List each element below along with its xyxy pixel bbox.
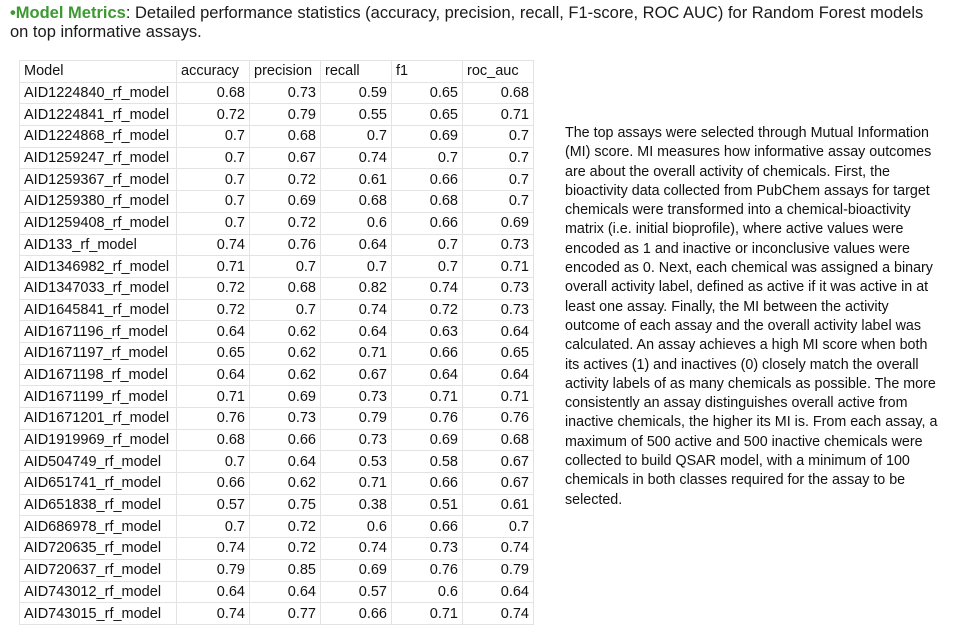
- f1-cell: 0.58: [392, 451, 463, 473]
- table-body: [20, 82, 534, 624]
- accuracy-cell: 0.7: [177, 516, 250, 538]
- recall-cell: 0.66: [321, 603, 392, 625]
- f1-cell: 0.74: [392, 277, 463, 299]
- roc-auc-cell: 0.7: [463, 126, 534, 148]
- model-cell: AID720637_rf_model: [20, 559, 177, 581]
- accuracy-cell: 0.64: [177, 364, 250, 386]
- recall-cell: 0.38: [321, 494, 392, 516]
- f1-cell: 0.71: [392, 386, 463, 408]
- recall-cell: 0.74: [321, 299, 392, 321]
- table-row: [20, 364, 534, 386]
- table-row: [20, 212, 534, 234]
- accuracy-cell: 0.65: [177, 342, 250, 364]
- accuracy-cell: 0.7: [177, 126, 250, 148]
- model-metrics-table: [19, 60, 534, 625]
- model-cell: AID1671197_rf_model: [20, 342, 177, 364]
- precision-cell: 0.76: [250, 234, 321, 256]
- recall-cell: 0.7: [321, 126, 392, 148]
- recall-cell: 0.61: [321, 169, 392, 191]
- model-cell: AID1671201_rf_model: [20, 408, 177, 430]
- table-row: [20, 559, 534, 581]
- roc-auc-cell: 0.67: [463, 473, 534, 495]
- precision-cell: 0.79: [250, 104, 321, 126]
- roc-auc-cell: 0.71: [463, 256, 534, 278]
- model-cell: AID651838_rf_model: [20, 494, 177, 516]
- recall-cell: 0.79: [321, 408, 392, 430]
- roc-auc-cell: 0.67: [463, 451, 534, 473]
- roc-auc-cell: 0.64: [463, 581, 534, 603]
- roc-auc-cell: 0.7: [463, 191, 534, 213]
- model-cell: AID133_rf_model: [20, 234, 177, 256]
- precision-cell: 0.85: [250, 559, 321, 581]
- roc-auc-cell: 0.68: [463, 429, 534, 451]
- recall-cell: 0.73: [321, 429, 392, 451]
- recall-cell: 0.68: [321, 191, 392, 213]
- f1-cell: 0.68: [392, 191, 463, 213]
- model-cell: AID1347033_rf_model: [20, 277, 177, 299]
- accuracy-cell: 0.64: [177, 581, 250, 603]
- table-row: [20, 538, 534, 560]
- precision-cell: 0.68: [250, 277, 321, 299]
- model-cell: AID1259247_rf_model: [20, 147, 177, 169]
- table-row: [20, 191, 534, 213]
- f1-cell: 0.66: [392, 516, 463, 538]
- recall-cell: 0.6: [321, 516, 392, 538]
- f1-cell: 0.66: [392, 169, 463, 191]
- model-cell: AID1259367_rf_model: [20, 169, 177, 191]
- roc-auc-cell: 0.7: [463, 169, 534, 191]
- precision-cell: 0.62: [250, 342, 321, 364]
- heading-bullet: •: [10, 4, 16, 22]
- precision-cell: 0.66: [250, 429, 321, 451]
- f1-cell: 0.65: [392, 104, 463, 126]
- roc-auc-cell: 0.73: [463, 299, 534, 321]
- f1-cell: 0.65: [392, 82, 463, 104]
- recall-cell: 0.7: [321, 256, 392, 278]
- f1-cell: 0.6: [392, 581, 463, 603]
- table-row: [20, 82, 534, 104]
- accuracy-cell: 0.76: [177, 408, 250, 430]
- table-row: [20, 386, 534, 408]
- accuracy-cell: 0.71: [177, 386, 250, 408]
- model-cell: AID720635_rf_model: [20, 538, 177, 560]
- model-cell: AID1671196_rf_model: [20, 321, 177, 343]
- table-row: [20, 104, 534, 126]
- accuracy-cell: 0.72: [177, 277, 250, 299]
- f1-cell: 0.69: [392, 429, 463, 451]
- precision-cell: 0.69: [250, 386, 321, 408]
- accuracy-cell: 0.7: [177, 212, 250, 234]
- recall-cell: 0.82: [321, 277, 392, 299]
- assay-selection-notes: The top assays were selected through Mutual Information (MI) score. MI measures how informative assay outcomes are about the overall activity of chemicals. First, the bioactivity data collected from PubChem assays for target chemicals were transformed into a chemical-bioactivity matrix (i.e. initial bioprofile), where active values were encoded as 1 and inactive or inconclusive values were encoded as 0. Next, each chemical was assigned a binary overall activity label, defined as active if it was active in at least one assay. Finally, the MI between the activity outcome of each assay and the overall activity label was calculated. An assay achieves a high MI score when both its actives (1) and inactives (0) closely match the overall activity labels of as many chemicals as possible. The more consistently an assay distinguishes overall active from inactive chemicals, the higher its MI is. From each assay, a maximum of 500 active and 500 inactive chemicals were collected to build QSAR model, with a minimum of 100 chemicals in both classes required for the assay to be selected.: [565, 125, 938, 508]
- table-header-row: [20, 61, 534, 83]
- accuracy-cell: 0.74: [177, 234, 250, 256]
- f1-cell: 0.63: [392, 321, 463, 343]
- table-row: [20, 494, 534, 516]
- table-row: [20, 126, 534, 148]
- precision-cell: 0.62: [250, 321, 321, 343]
- table-row: [20, 147, 534, 169]
- accuracy-cell: 0.72: [177, 299, 250, 321]
- recall-cell: 0.6: [321, 212, 392, 234]
- table-row: [20, 408, 534, 430]
- f1-cell: 0.72: [392, 299, 463, 321]
- recall-cell: 0.74: [321, 147, 392, 169]
- precision-cell: 0.64: [250, 451, 321, 473]
- table-row: [20, 342, 534, 364]
- f1-cell: 0.71: [392, 603, 463, 625]
- precision-cell: 0.72: [250, 538, 321, 560]
- accuracy-cell: 0.74: [177, 603, 250, 625]
- model-cell: AID1259380_rf_model: [20, 191, 177, 213]
- roc-auc-cell: 0.79: [463, 559, 534, 581]
- model-cell: AID1224841_rf_model: [20, 104, 177, 126]
- roc-auc-cell: 0.73: [463, 277, 534, 299]
- recall-cell: 0.59: [321, 82, 392, 104]
- accuracy-cell: 0.72: [177, 104, 250, 126]
- f1-cell: 0.7: [392, 256, 463, 278]
- precision-cell: 0.75: [250, 494, 321, 516]
- column-header-roc-auc: roc_auc: [463, 61, 534, 83]
- model-cell: AID1224840_rf_model: [20, 82, 177, 104]
- precision-cell: 0.72: [250, 516, 321, 538]
- table-row: [20, 516, 534, 538]
- accuracy-cell: 0.66: [177, 473, 250, 495]
- precision-cell: 0.77: [250, 603, 321, 625]
- model-cell: AID743015_rf_model: [20, 603, 177, 625]
- f1-cell: 0.51: [392, 494, 463, 516]
- precision-cell: 0.73: [250, 408, 321, 430]
- column-header-precision: precision: [250, 61, 321, 83]
- roc-auc-cell: 0.7: [463, 147, 534, 169]
- table-row: [20, 429, 534, 451]
- roc-auc-cell: 0.64: [463, 321, 534, 343]
- f1-cell: 0.66: [392, 342, 463, 364]
- model-cell: AID1671198_rf_model: [20, 364, 177, 386]
- precision-cell: 0.67: [250, 147, 321, 169]
- recall-cell: 0.55: [321, 104, 392, 126]
- precision-cell: 0.62: [250, 364, 321, 386]
- recall-cell: 0.71: [321, 342, 392, 364]
- recall-cell: 0.74: [321, 538, 392, 560]
- accuracy-cell: 0.71: [177, 256, 250, 278]
- precision-cell: 0.68: [250, 126, 321, 148]
- model-cell: AID1346982_rf_model: [20, 256, 177, 278]
- model-cell: AID1671199_rf_model: [20, 386, 177, 408]
- roc-auc-cell: 0.68: [463, 82, 534, 104]
- table-row: [20, 277, 534, 299]
- table-row: [20, 169, 534, 191]
- precision-cell: 0.72: [250, 169, 321, 191]
- f1-cell: 0.69: [392, 126, 463, 148]
- f1-cell: 0.7: [392, 234, 463, 256]
- roc-auc-cell: 0.73: [463, 234, 534, 256]
- f1-cell: 0.73: [392, 538, 463, 560]
- accuracy-cell: 0.68: [177, 82, 250, 104]
- column-header-f1: f1: [392, 61, 463, 83]
- roc-auc-cell: 0.64: [463, 364, 534, 386]
- precision-cell: 0.73: [250, 82, 321, 104]
- recall-cell: 0.73: [321, 386, 392, 408]
- model-cell: AID1919969_rf_model: [20, 429, 177, 451]
- table-row: [20, 299, 534, 321]
- model-cell: AID743012_rf_model: [20, 581, 177, 603]
- accuracy-cell: 0.79: [177, 559, 250, 581]
- accuracy-cell: 0.7: [177, 191, 250, 213]
- roc-auc-cell: 0.76: [463, 408, 534, 430]
- heading-lead: Model Metrics: [15, 4, 126, 22]
- recall-cell: 0.64: [321, 234, 392, 256]
- precision-cell: 0.62: [250, 473, 321, 495]
- recall-cell: 0.57: [321, 581, 392, 603]
- table-row: [20, 321, 534, 343]
- roc-auc-cell: 0.71: [463, 386, 534, 408]
- accuracy-cell: 0.57: [177, 494, 250, 516]
- table-row: [20, 603, 534, 625]
- model-cell: AID1259408_rf_model: [20, 212, 177, 234]
- recall-cell: 0.71: [321, 473, 392, 495]
- roc-auc-cell: 0.69: [463, 212, 534, 234]
- precision-cell: 0.7: [250, 256, 321, 278]
- column-header-accuracy: accuracy: [177, 61, 250, 83]
- table-row: [20, 473, 534, 495]
- precision-cell: 0.64: [250, 581, 321, 603]
- recall-cell: 0.67: [321, 364, 392, 386]
- accuracy-cell: 0.7: [177, 451, 250, 473]
- roc-auc-cell: 0.7: [463, 516, 534, 538]
- model-cell: AID651741_rf_model: [20, 473, 177, 495]
- model-cell: AID1645841_rf_model: [20, 299, 177, 321]
- f1-cell: 0.66: [392, 212, 463, 234]
- roc-auc-cell: 0.71: [463, 104, 534, 126]
- precision-cell: 0.72: [250, 212, 321, 234]
- model-cell: AID1224868_rf_model: [20, 126, 177, 148]
- roc-auc-cell: 0.74: [463, 538, 534, 560]
- precision-cell: 0.7: [250, 299, 321, 321]
- f1-cell: 0.66: [392, 473, 463, 495]
- recall-cell: 0.69: [321, 559, 392, 581]
- f1-cell: 0.76: [392, 408, 463, 430]
- f1-cell: 0.76: [392, 559, 463, 581]
- slide-heading: [10, 4, 945, 42]
- column-header-model: Model: [20, 61, 177, 83]
- precision-cell: 0.69: [250, 191, 321, 213]
- f1-cell: 0.7: [392, 147, 463, 169]
- table-row: [20, 256, 534, 278]
- recall-cell: 0.64: [321, 321, 392, 343]
- model-cell: AID686978_rf_model: [20, 516, 177, 538]
- table-row: [20, 451, 534, 473]
- model-cell: AID504749_rf_model: [20, 451, 177, 473]
- heading-description: : Detailed performance statistics (accuracy, precision, recall, F1-score, ROC AUC) for Random Forest models on top informative assays.: [10, 4, 924, 41]
- table-row: [20, 581, 534, 603]
- column-header-recall: recall: [321, 61, 392, 83]
- roc-auc-cell: 0.74: [463, 603, 534, 625]
- table-row: [20, 234, 534, 256]
- accuracy-cell: 0.7: [177, 147, 250, 169]
- accuracy-cell: 0.68: [177, 429, 250, 451]
- accuracy-cell: 0.64: [177, 321, 250, 343]
- roc-auc-cell: 0.61: [463, 494, 534, 516]
- accuracy-cell: 0.7: [177, 169, 250, 191]
- roc-auc-cell: 0.65: [463, 342, 534, 364]
- f1-cell: 0.64: [392, 364, 463, 386]
- accuracy-cell: 0.74: [177, 538, 250, 560]
- recall-cell: 0.53: [321, 451, 392, 473]
